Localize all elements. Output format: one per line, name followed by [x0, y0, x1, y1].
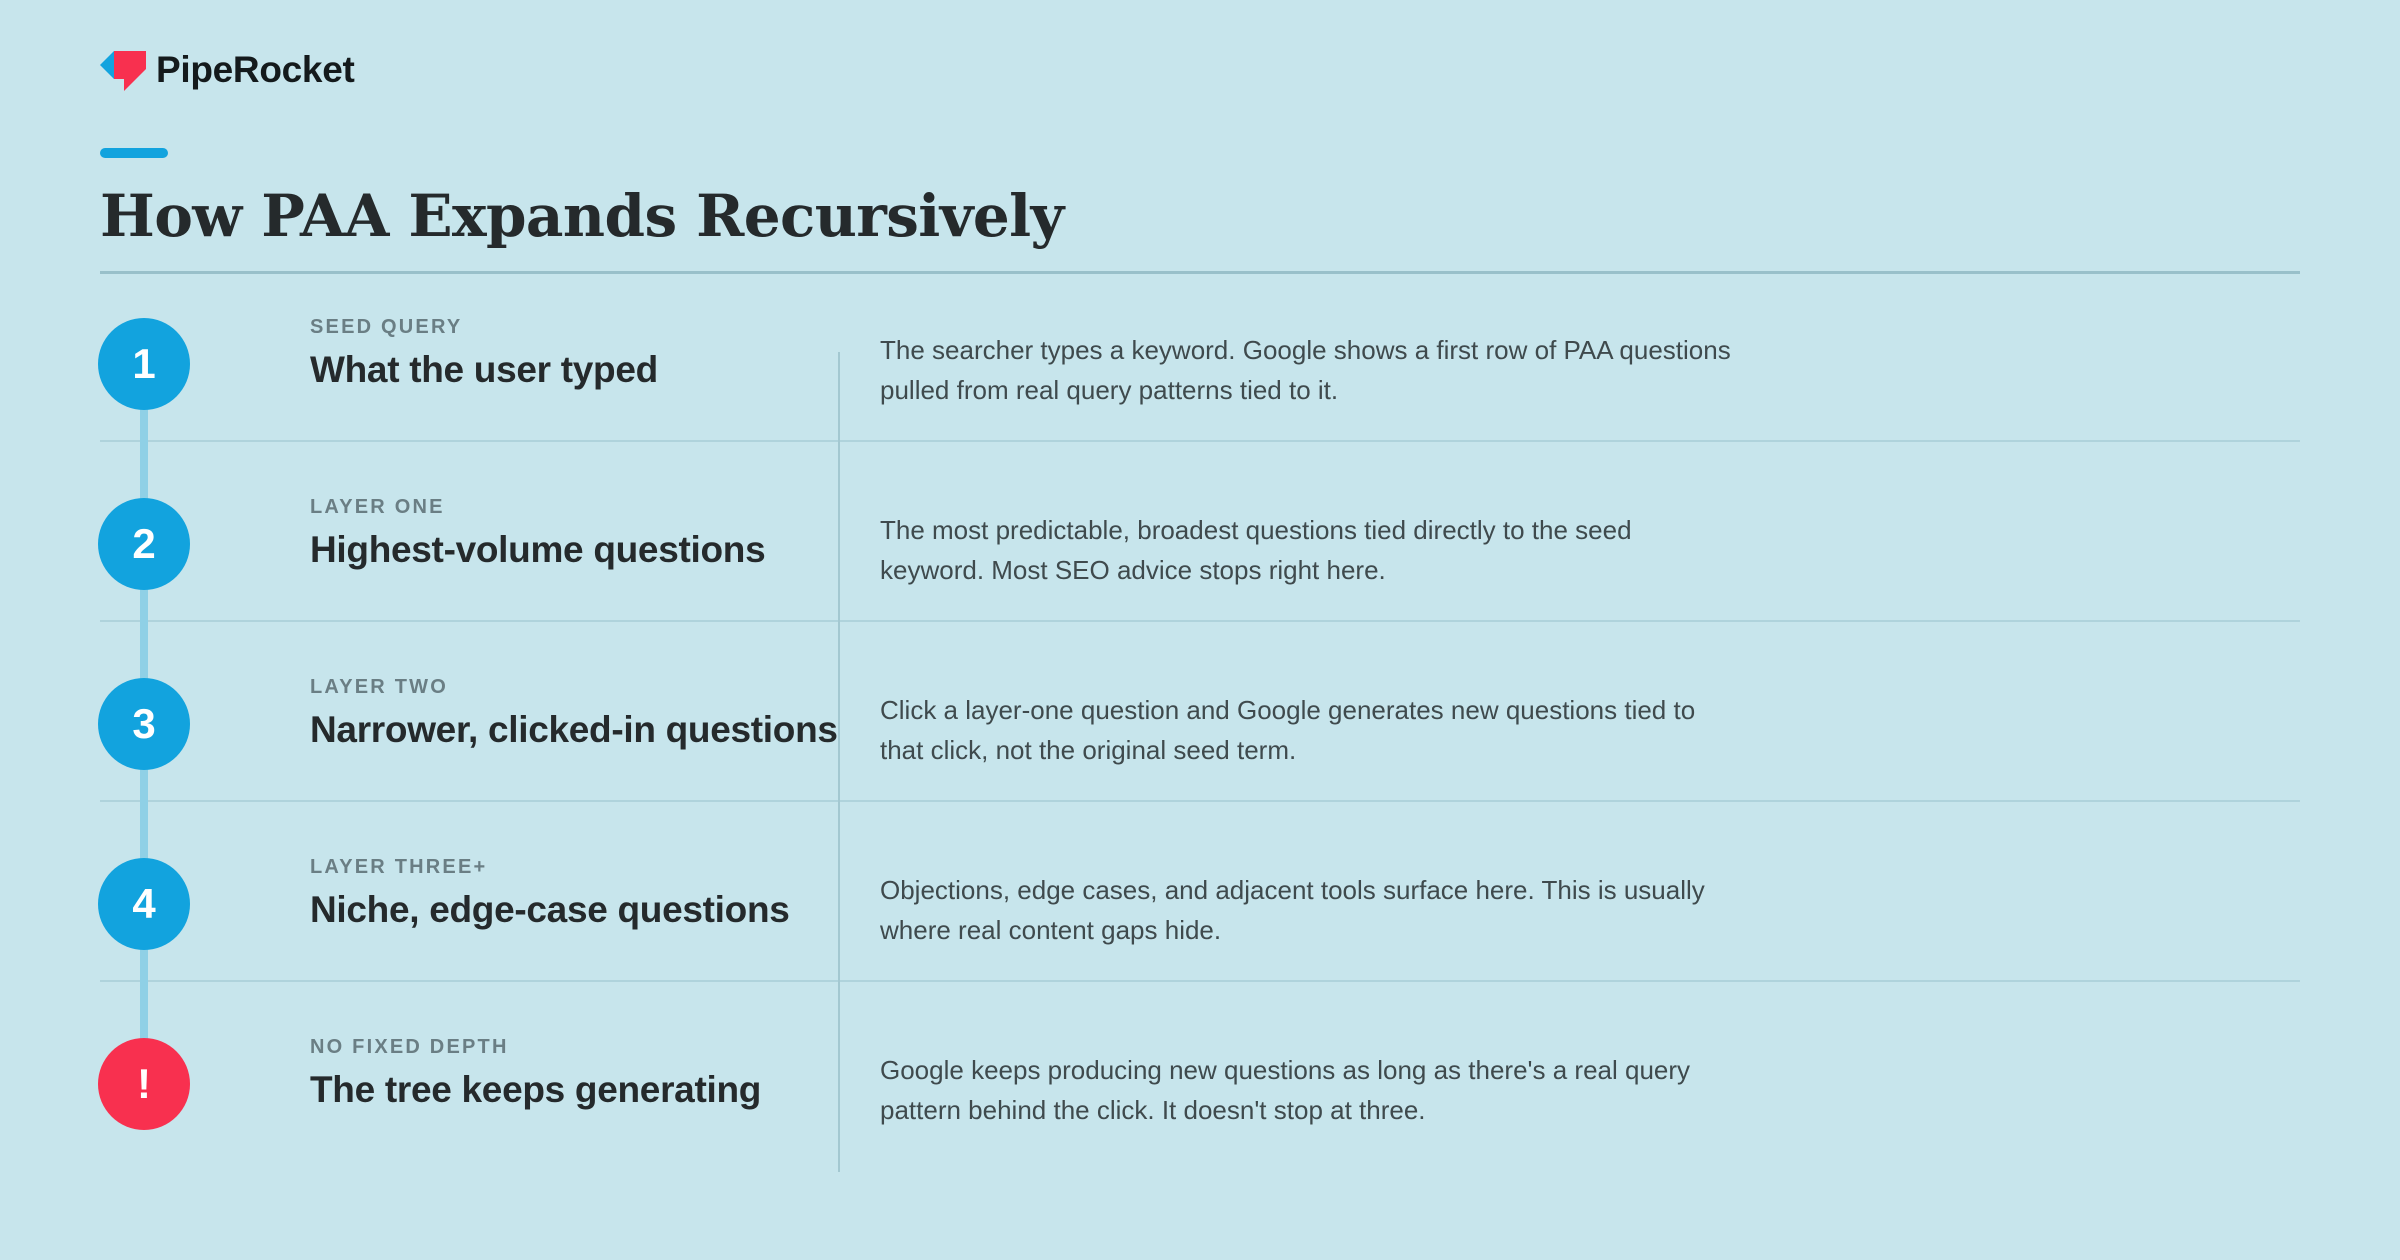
step-description-4: Objections, edge cases, and adjacent tools surface here. This is usually where real content gaps hide. — [880, 875, 1705, 945]
step-description-3: Click a layer-one question and Google generates new questions tied to that click, not the original seed term. — [880, 695, 1696, 765]
row-divider — [100, 440, 2300, 442]
step-kicker-2: LAYER ONE — [310, 496, 445, 518]
brand-name: PipeRocket — [156, 49, 355, 90]
step-heading-1: What the user typed — [310, 349, 658, 390]
step-kicker-5: NO FIXED DEPTH — [310, 1036, 509, 1058]
step-heading-2: Highest-volume questions — [310, 529, 766, 570]
column-divider — [838, 352, 840, 1172]
page-title: How PAA Expands Recursively — [100, 182, 1064, 250]
step-kicker-3: LAYER TWO — [310, 676, 448, 698]
step-kicker-1: SEED QUERY — [310, 316, 463, 338]
title-divider — [100, 271, 2300, 274]
step-description-5: Google keeps producing new questions as long as there's a real query pattern behind the click. It doesn't stop at three. — [880, 1055, 1691, 1125]
step-marker-3: 3 — [98, 678, 190, 770]
step-marker-alert: ! — [98, 1038, 190, 1130]
step-heading-3: Narrower, clicked-in questions — [310, 709, 838, 750]
step-marker-4: 4 — [98, 858, 190, 950]
step-description-1: The searcher types a keyword. Google shows a first row of PAA questions pulled from real query patterns tied to it. — [880, 335, 1731, 405]
step-marker-1: 1 — [98, 318, 190, 410]
row-divider — [100, 620, 2300, 622]
row-divider — [100, 800, 2300, 802]
step-marker-2: 2 — [98, 498, 190, 590]
title-accent-bar — [100, 148, 168, 158]
row-divider — [100, 980, 2300, 982]
step-description-2: The most predictable, broadest questions tied directly to the seed keyword. Most SEO advice stops right here. — [880, 515, 1632, 585]
piperocket-logo-icon — [100, 47, 146, 93]
step-kicker-4: LAYER THREE+ — [310, 856, 488, 878]
step-heading-4: Niche, edge-case questions — [310, 889, 790, 930]
brand-logo — [100, 48, 355, 92]
step-heading-5: The tree keeps generating — [310, 1069, 762, 1110]
